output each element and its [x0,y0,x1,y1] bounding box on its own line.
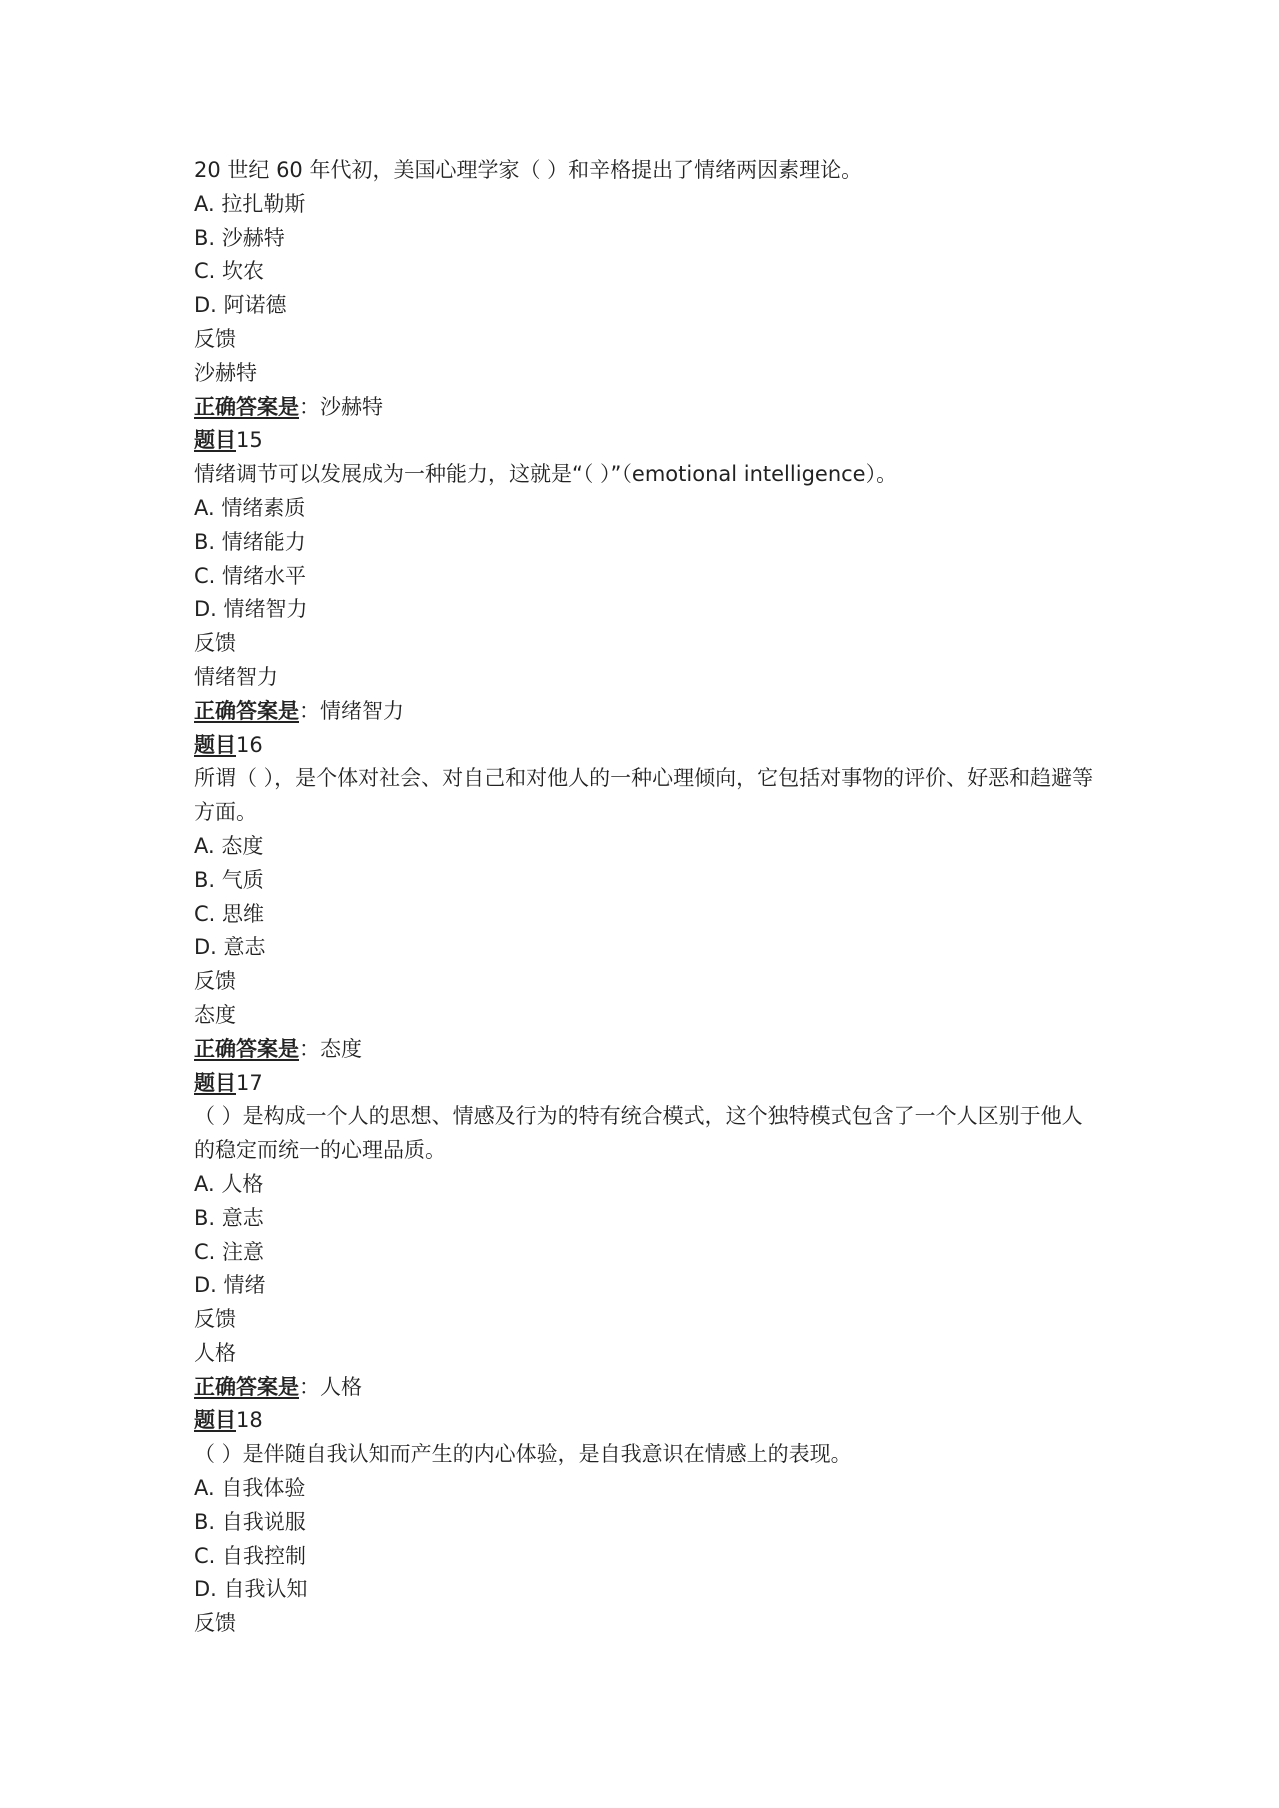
correct-answer-label: 正确答案是 [194,698,299,723]
feedback-text: 人格 [194,1340,236,1365]
correct-answer [194,695,1094,729]
question-17 [194,1067,1094,1405]
option-d: D. 意志 [194,935,266,960]
answer-separator: ： [299,1374,320,1399]
question-label: 题目 [194,1408,236,1433]
correct-answer [194,1371,1094,1405]
option-a: A. 拉扎勒斯 [194,191,306,216]
question-number: 18 [236,1408,263,1433]
correct-answer [194,391,1094,425]
document-body [194,154,1094,1641]
option-b: B. 意志 [194,1205,264,1230]
feedback-text: 情绪智力 [194,664,278,689]
question-number: 17 [236,1070,263,1095]
feedback-text: 态度 [194,1002,236,1027]
option-a: A. 态度 [194,833,264,858]
question-stem: 所谓（ ），是个体对社会、对自己和对他人的一种心理倾向，它包括对事物的评价、好恶和趋避等方面。 [194,766,1094,825]
feedback-label: 反馈 [194,969,236,994]
correct-answer-value: 情绪智力 [320,698,404,723]
answer-separator: ： [299,1036,320,1061]
question-stem: 情绪调节可以发展成为一种能力，这就是“（ ）”（emotional intelligence）。 [194,462,898,487]
option-c: C. 注意 [194,1239,265,1264]
question-16 [194,729,1094,1067]
option-b: B. 沙赫特 [194,225,285,250]
option-c: C. 自我控制 [194,1543,307,1568]
question-stem: 20 世纪 60 年代初，美国心理学家（ ）和辛格提出了情绪两因素理论。 [194,158,863,182]
option-a: A. 人格 [194,1171,264,1196]
question-stem: （ ）是伴随自我认知而产生的内心体验，是自我意识在情感上的表现。 [194,1442,852,1467]
correct-answer-label: 正确答案是 [194,1036,299,1061]
option-a: A. 自我体验 [194,1476,306,1501]
question-heading [194,1404,1094,1438]
question-heading [194,424,1094,458]
option-b: B. 情绪能力 [194,529,306,554]
question-stem: （ ）是构成一个人的思想、情感及行为的特有统合模式，这个独特模式包含了一个人区别于他人的稳定而统一的心理品质。 [194,1104,1083,1163]
question-14 [194,154,1094,424]
option-c: C. 情绪水平 [194,563,307,588]
correct-answer-value: 态度 [320,1036,362,1061]
answer-separator: ： [299,394,320,419]
question-label: 题目 [194,732,236,757]
feedback-label: 反馈 [194,1307,236,1332]
option-c: C. 思维 [194,901,265,926]
feedback-label: 反馈 [194,1611,236,1636]
correct-answer-label: 正确答案是 [194,394,299,419]
feedback-label: 反馈 [194,326,236,351]
question-heading [194,729,1094,763]
correct-answer-value: 人格 [320,1374,362,1399]
feedback-label: 反馈 [194,631,236,656]
question-number: 16 [236,732,263,757]
option-d: D. 情绪 [194,1273,266,1298]
option-b: B. 自我说服 [194,1509,306,1534]
option-a: A. 情绪素质 [194,495,306,520]
question-18 [194,1404,1094,1641]
option-d: D. 自我认知 [194,1577,308,1602]
option-b: B. 气质 [194,867,264,892]
question-heading [194,1067,1094,1101]
correct-answer-label: 正确答案是 [194,1374,299,1399]
option-d: D. 阿诺德 [194,293,287,318]
question-label: 题目 [194,428,236,453]
question-number: 15 [236,428,263,453]
option-c: C. 坎农 [194,259,265,284]
correct-answer [194,1033,1094,1067]
answer-separator: ： [299,698,320,723]
question-label: 题目 [194,1070,236,1095]
option-d: D. 情绪智力 [194,597,308,622]
question-15 [194,424,1094,728]
feedback-text: 沙赫特 [194,360,257,385]
correct-answer-value: 沙赫特 [320,394,383,419]
